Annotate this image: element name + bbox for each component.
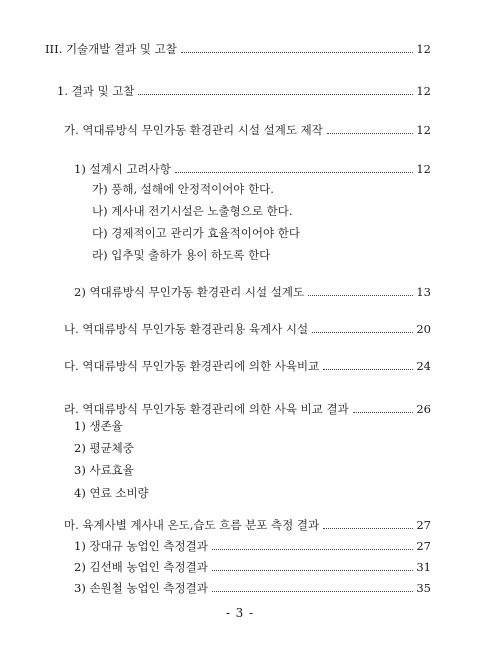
toc-subitem: 나) 계사내 전기시설은 노출형으로 한다.: [92, 204, 293, 218]
toc-page-number: 12: [416, 84, 431, 98]
page-number-footer: - 3 -: [225, 606, 255, 620]
toc-leader: [327, 133, 413, 134]
toc-label: 2) 역대류방식 무인가동 환경관리 시설 설계도: [74, 285, 305, 299]
toc-entry-ra[interactable]: [64, 398, 431, 416]
toc-leader: [138, 94, 413, 95]
toc-page-number: 20: [416, 322, 431, 336]
toc-page-number: 12: [416, 123, 431, 137]
toc-leader: [323, 369, 413, 370]
toc-leader: [308, 295, 413, 296]
toc-entry-ma-1[interactable]: [74, 535, 431, 553]
toc-label: 나. 역대류방식 무인가동 환경관리용 육계사 시설: [64, 322, 309, 336]
toc-entry-ga-2[interactable]: [74, 281, 431, 299]
toc-entry-ga-1[interactable]: [74, 158, 431, 176]
toc-subitem: 1) 생존율: [74, 419, 123, 433]
toc-label: III. 기술개발 결과 및 고찰: [45, 42, 177, 56]
toc-leader: [323, 528, 413, 529]
toc-subitem: 4) 연료 소비량: [74, 486, 149, 500]
toc-label: 다. 역대류방식 무인가동 환경관리에 의한 사육비교: [64, 359, 320, 373]
toc-entry-na[interactable]: [64, 318, 431, 336]
toc-subitem: 라) 입추및 출하가 용이 하도록 한다: [92, 248, 271, 262]
toc-entry-ma[interactable]: [64, 514, 431, 532]
toc-entry-ma-3[interactable]: [74, 577, 431, 595]
toc-leader: [212, 591, 414, 592]
toc-leader: [212, 570, 414, 571]
toc-subitem: 3) 사료효율: [74, 463, 134, 477]
toc-leader: [212, 549, 414, 550]
toc-page-number: 35: [416, 581, 431, 595]
toc-page-number: 27: [416, 539, 431, 553]
toc-leader: [175, 172, 413, 173]
toc-page-number: 26: [416, 402, 431, 416]
toc-entry-ga[interactable]: [64, 119, 431, 137]
toc-subitem: 2) 평균체중: [74, 441, 134, 455]
toc-leader: [181, 52, 413, 53]
toc-label: 가. 역대류방식 무인가동 환경관리 시설 설계도 제작: [64, 123, 323, 137]
toc-page-number: 13: [416, 285, 431, 299]
toc-page-number: 31: [416, 560, 431, 574]
toc-page-number: 24: [416, 359, 431, 373]
toc-entry-section-1[interactable]: [57, 80, 431, 98]
toc-entry-da[interactable]: [64, 355, 431, 373]
toc-page-number: 12: [416, 42, 431, 56]
toc-leader: [312, 332, 413, 333]
toc-leader: [353, 412, 414, 413]
toc-label: 2) 김선배 농업인 측정결과: [74, 560, 208, 574]
toc-subitem: 다) 경제적이고 관리가 효율적이어야 한다: [92, 226, 300, 240]
toc-label: 라. 역대류방식 무인가동 환경관리에 의한 사육 비교 결과: [64, 402, 349, 416]
toc-label: 1. 결과 및 고찰: [57, 84, 135, 98]
toc-entry-ma-2[interactable]: [74, 556, 431, 574]
toc-label: 1) 설계시 고려사항: [74, 162, 171, 176]
toc-label: 마. 육계사별 계사내 온도,습도 흐름 분포 측정 결과: [64, 518, 320, 532]
toc-label: 3) 손원철 농업인 측정결과: [74, 581, 208, 595]
toc-subitem: 가) 풍해, 설해에 안정적이어야 한다.: [92, 182, 274, 196]
toc-entry-chapter-3[interactable]: [45, 38, 431, 56]
toc-page-number: 27: [416, 518, 431, 532]
toc-label: 1) 장대규 농업인 측정결과: [74, 539, 208, 553]
toc-page-number: 12: [416, 162, 431, 176]
